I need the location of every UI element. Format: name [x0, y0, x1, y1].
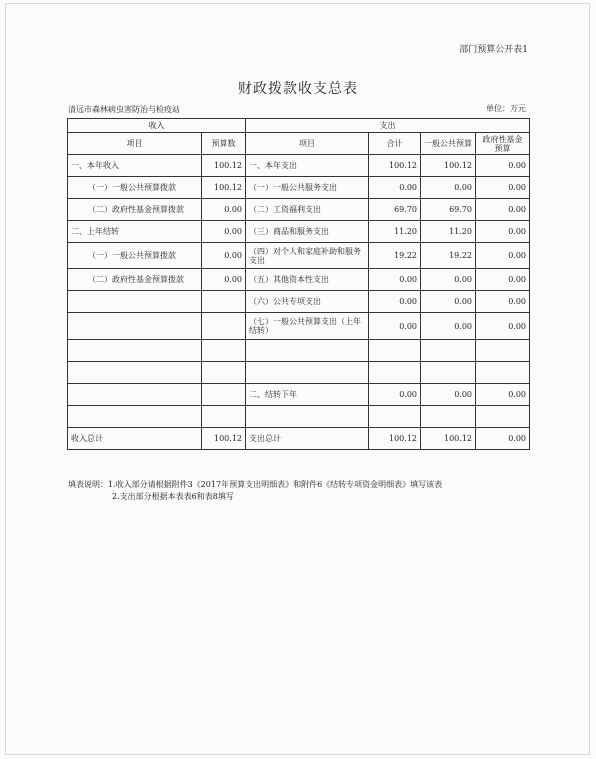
income-header: 收入	[68, 119, 246, 133]
document-code: 部门预算公开表1	[459, 45, 528, 55]
table-row	[68, 177, 530, 199]
general-budget-cell	[421, 362, 476, 384]
expense-item-cell: （二）工资福利支出	[246, 199, 369, 221]
general-budget-cell: 69.70	[421, 199, 476, 221]
expense-total-cell	[369, 362, 421, 384]
income-value-cell: 0.00	[202, 269, 246, 291]
income-value-cell	[202, 313, 246, 340]
income-item-cell	[68, 362, 202, 384]
income-item-cell	[68, 313, 202, 340]
organization-name: 清远市森林病虫害防治与检疫站	[68, 105, 180, 114]
table-row	[68, 155, 530, 177]
fund-budget-cell	[476, 362, 530, 384]
expense-item-cell	[246, 362, 369, 384]
col-total: 合计	[369, 133, 421, 155]
general-budget-cell: 100.12	[421, 155, 476, 177]
note-line-1: 填表说明：1.收入部分请根据附件3《2017年预算支出明细表》和附件6《结转专项资金明细表》填写该表	[68, 480, 443, 489]
income-item-cell	[68, 384, 202, 406]
col-fund-budget: 政府性基金预算	[476, 133, 530, 155]
table-row	[68, 243, 530, 269]
income-value-cell: 0.00	[202, 221, 246, 243]
table-row	[68, 428, 530, 450]
general-budget-cell	[421, 406, 476, 428]
expense-total-cell	[369, 406, 421, 428]
expense-header: 支出	[246, 119, 530, 133]
expense-item-cell: （四）对个人和家庭补助和服务支出	[246, 243, 369, 269]
fund-budget-cell: 0.00	[476, 384, 530, 406]
table-row	[68, 199, 530, 221]
table-row	[68, 362, 530, 384]
fund-budget-cell: 0.00	[476, 269, 530, 291]
income-item-cell: （一）一般公共预算拨款	[68, 243, 202, 269]
general-budget-cell: 0.00	[421, 269, 476, 291]
expense-item-cell: （一）一般公共服务支出	[246, 177, 369, 199]
income-item-cell	[68, 340, 202, 362]
expense-item-cell: （五）其他资本性支出	[246, 269, 369, 291]
table-row	[68, 221, 530, 243]
general-budget-cell: 11.20	[421, 221, 476, 243]
col-general-budget: 一般公共预算	[421, 133, 476, 155]
expense-item-cell: 支出总计	[246, 428, 369, 450]
expense-total-cell: 100.12	[369, 428, 421, 450]
general-budget-cell: 19.22	[421, 243, 476, 269]
table-row	[68, 269, 530, 291]
income-value-cell: 0.00	[202, 243, 246, 269]
income-item-cell: （二）政府性基金预算拨款	[68, 269, 202, 291]
expense-total-cell: 0.00	[369, 177, 421, 199]
income-item-cell: （二）政府性基金预算拨款	[68, 199, 202, 221]
general-budget-cell: 0.00	[421, 384, 476, 406]
expense-total-cell: 100.12	[369, 155, 421, 177]
general-budget-cell: 0.00	[421, 177, 476, 199]
table-row	[68, 313, 530, 340]
income-item-cell: 收入总计	[68, 428, 202, 450]
fund-budget-cell: 0.00	[476, 243, 530, 269]
col-budget: 预算数	[202, 133, 246, 155]
expense-total-cell: 11.20	[369, 221, 421, 243]
income-value-cell: 0.00	[202, 199, 246, 221]
income-value-cell	[202, 406, 246, 428]
income-value-cell: 100.12	[202, 428, 246, 450]
income-item-cell: 一、本年收入	[68, 155, 202, 177]
income-item-cell: 二、上年结转	[68, 221, 202, 243]
fund-budget-cell: 0.00	[476, 199, 530, 221]
general-budget-cell: 0.00	[421, 291, 476, 313]
income-value-cell	[202, 362, 246, 384]
general-budget-cell: 0.00	[421, 313, 476, 340]
expense-item-cell: 二、结转下年	[246, 384, 369, 406]
expense-total-cell: 69.70	[369, 199, 421, 221]
fund-budget-cell: 0.00	[476, 428, 530, 450]
income-item-cell: （一）一般公共预算拨款	[68, 177, 202, 199]
expense-item-cell: 一、本年支出	[246, 155, 369, 177]
fund-budget-cell: 0.00	[476, 177, 530, 199]
budget-summary-table	[67, 118, 530, 450]
expense-total-cell: 19.22	[369, 243, 421, 269]
fund-budget-cell: 0.00	[476, 313, 530, 340]
expense-item-cell	[246, 340, 369, 362]
unit-label: 单位：万元	[486, 104, 526, 113]
expense-item-cell: （六）公共专项支出	[246, 291, 369, 313]
income-value-cell	[202, 340, 246, 362]
note-line-2: 2.支出部分根据本表表6和表8填写	[112, 492, 234, 501]
fund-budget-cell	[476, 340, 530, 362]
fund-budget-cell	[476, 406, 530, 428]
notes	[68, 479, 442, 503]
expense-item-cell: （七）一般公共预算支出（上年结转）	[246, 313, 369, 340]
expense-total-cell	[369, 340, 421, 362]
expense-item-cell	[246, 406, 369, 428]
expense-total-cell: 0.00	[369, 269, 421, 291]
income-value-cell: 100.12	[202, 177, 246, 199]
income-value-cell	[202, 291, 246, 313]
fund-budget-cell: 0.00	[476, 155, 530, 177]
col-income-item: 项目	[68, 133, 202, 155]
income-value-cell	[202, 384, 246, 406]
expense-total-cell: 0.00	[369, 384, 421, 406]
table-row	[68, 406, 530, 428]
table-row	[68, 340, 530, 362]
expense-total-cell: 0.00	[369, 313, 421, 340]
income-item-cell	[68, 406, 202, 428]
fund-budget-cell: 0.00	[476, 221, 530, 243]
expense-total-cell: 0.00	[369, 291, 421, 313]
col-expense-item: 项目	[246, 133, 369, 155]
general-budget-cell: 100.12	[421, 428, 476, 450]
fund-budget-cell: 0.00	[476, 291, 530, 313]
income-item-cell	[68, 291, 202, 313]
table-row	[68, 291, 530, 313]
page-title: 财政拨款收支总表	[238, 81, 358, 97]
table-row	[68, 384, 530, 406]
general-budget-cell	[421, 340, 476, 362]
expense-item-cell: （三）商品和服务支出	[246, 221, 369, 243]
income-value-cell: 100.12	[202, 155, 246, 177]
